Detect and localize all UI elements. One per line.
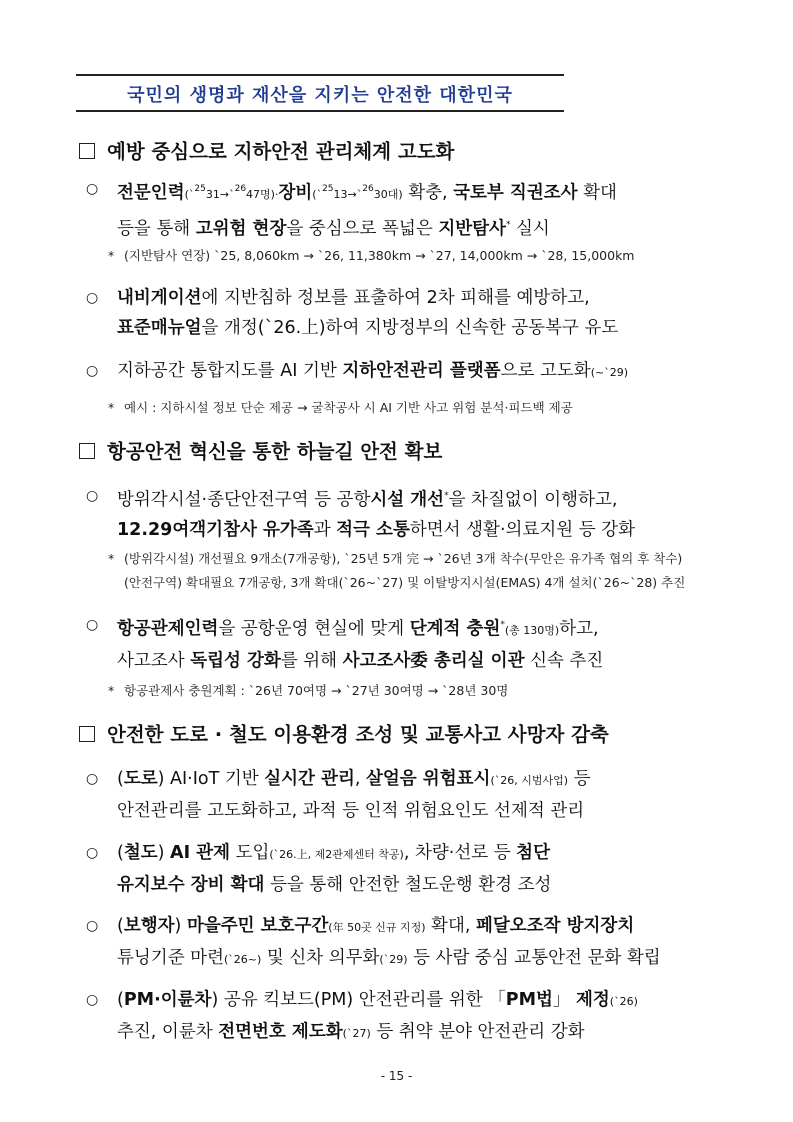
circle-bullet-icon: ○ (86, 771, 99, 787)
footnote-continued: (안전구역) 확대필요 7개공항, 3개 확대(`26~`27) 및 이탈방지시설(EMAS) 4개 설치(`26~`28) 추진 (124, 575, 686, 590)
circle-bullet-icon: ○ (86, 617, 99, 633)
item-line: 내비게이션에 지반침하 정보를 표출하여 2차 피해를 예방하고, (117, 288, 590, 308)
page-title: 국민의 생명과 재산을 지키는 안전한 대한민국 (127, 85, 513, 106)
circle-bullet-icon: ○ (86, 845, 99, 861)
item-line: 표준매뉴얼을 개정(`26.上)하여 지방정부의 신속한 공동복구 유도 (117, 318, 619, 338)
item-line: (보행자) 마을주민 보호구간(年 50곳 신규 지정) 확대, 페달오조작 방지장치 (117, 916, 635, 936)
bullet-item (86, 174, 736, 244)
item-line: 지하공간 통합지도를 AI 기반 지하안전관리 플랫폼으로 고도화(~`29) (117, 361, 628, 381)
item-line: (철도) AI 관제 도입(`26.上, 제2관제센터 착공), 차량·선로 등 첨단 (117, 843, 550, 863)
section-heading: 예방 중심으로 지하안전 관리체계 고도화 (79, 136, 454, 164)
checkbox-icon (79, 443, 95, 459)
footnote: * (지반탐사 연장) `25, 8,060km → `26, 11,380km → `27, 14,000km → `28, 15,000km (108, 245, 748, 266)
item-line: 방위각시설·종단안전구역 등 공항시설 개선*을 차질없이 이행하고, (117, 489, 618, 510)
circle-bullet-icon: ○ (86, 488, 99, 504)
bullet-item (86, 356, 736, 388)
circle-bullet-icon: ○ (86, 363, 99, 379)
footnote: * 항공관제사 충원계획 : `26년 70여명 → `27년 30여명 → `28년 30명 (108, 680, 748, 701)
item-line: 사고조사 독립성 강화를 위해 사고조사委 총리실 이관 신속 추진 (117, 650, 604, 671)
item-line: (도로) AI·IoT 기반 실시간 관리, 살얼음 위험표시(`26, 시범사업) 등 (117, 769, 591, 789)
circle-bullet-icon: ○ (86, 992, 99, 1008)
bullet-item (86, 911, 736, 975)
footnote: * (방위각시설) 개선필요 9개소(7개공항), `25년 5개 完 → `26년 3개 착수(무안은 유가족 협의 후 착수) (108, 548, 748, 569)
footnote: * 예시 : 지하시설 정보 단순 제공 → 굴착공사 시 AI 기반 사고 위험 분석·피드백 제공 (108, 397, 748, 418)
bullet-item (86, 610, 736, 676)
circle-bullet-icon: ○ (86, 290, 99, 306)
section-heading: 항공안전 혁신을 통한 하늘길 안전 확보 (79, 436, 442, 464)
circle-bullet-icon: ○ (86, 918, 99, 934)
asterisk-marker: * (108, 400, 115, 415)
title-top-rule (76, 74, 564, 76)
item-line: 추진, 이륜차 전면번호 제도화(`27) 등 취약 분야 안전관리 강화 (117, 1022, 585, 1042)
item-line: 등을 통해 고위험 현장을 중심으로 폭넓은 지반탐사* 실시 (117, 218, 550, 239)
bullet-item (86, 481, 736, 545)
bullet-item (86, 764, 736, 826)
item-line: (PM·이륜차) 공유 킥보드(PM) 안전관리를 위한 「PM법」 제정(`26) (117, 990, 638, 1010)
title-bottom-rule (76, 110, 564, 112)
bullet-item (86, 838, 736, 900)
bullet-item (86, 985, 736, 1049)
bullet-item (86, 283, 736, 343)
item-line: 항공관제인력을 공항운영 현실에 맞게 단계적 충원*(총 130명)하고, (117, 618, 599, 639)
asterisk-marker: * (108, 683, 115, 698)
checkbox-icon (79, 726, 95, 742)
circle-bullet-icon: ○ (86, 181, 99, 197)
item-line: 12.29여객기참사 유가족과 적극 소통하면서 생활·의료지원 등 강화 (117, 519, 635, 540)
item-line: 전문인력(`$^{25}$31→`$^{26}$47명)·장비(`$^{25}$13→`$^{26}$30대) 확충, 국토부 직권조사 확대 (117, 182, 617, 203)
asterisk-marker: * (108, 551, 115, 566)
page-number: - 15 - (380, 1069, 413, 1083)
item-line: 유지보수 장비 확대 등을 통해 안전한 철도운행 환경 조성 (117, 875, 552, 895)
section-heading: 안전한 도로 · 철도 이용환경 조성 및 교통사고 사망자 감축 (79, 719, 609, 747)
asterisk-marker: * (108, 248, 115, 263)
item-line: 안전관리를 고도화하고, 과적 등 인적 위험요인도 선제적 관리 (117, 801, 585, 821)
checkbox-icon (79, 143, 95, 159)
item-line: 튜닝기준 마련(`26~) 및 신차 의무화(`29) 등 사람 중심 교통안전 문화 확립 (117, 948, 661, 968)
